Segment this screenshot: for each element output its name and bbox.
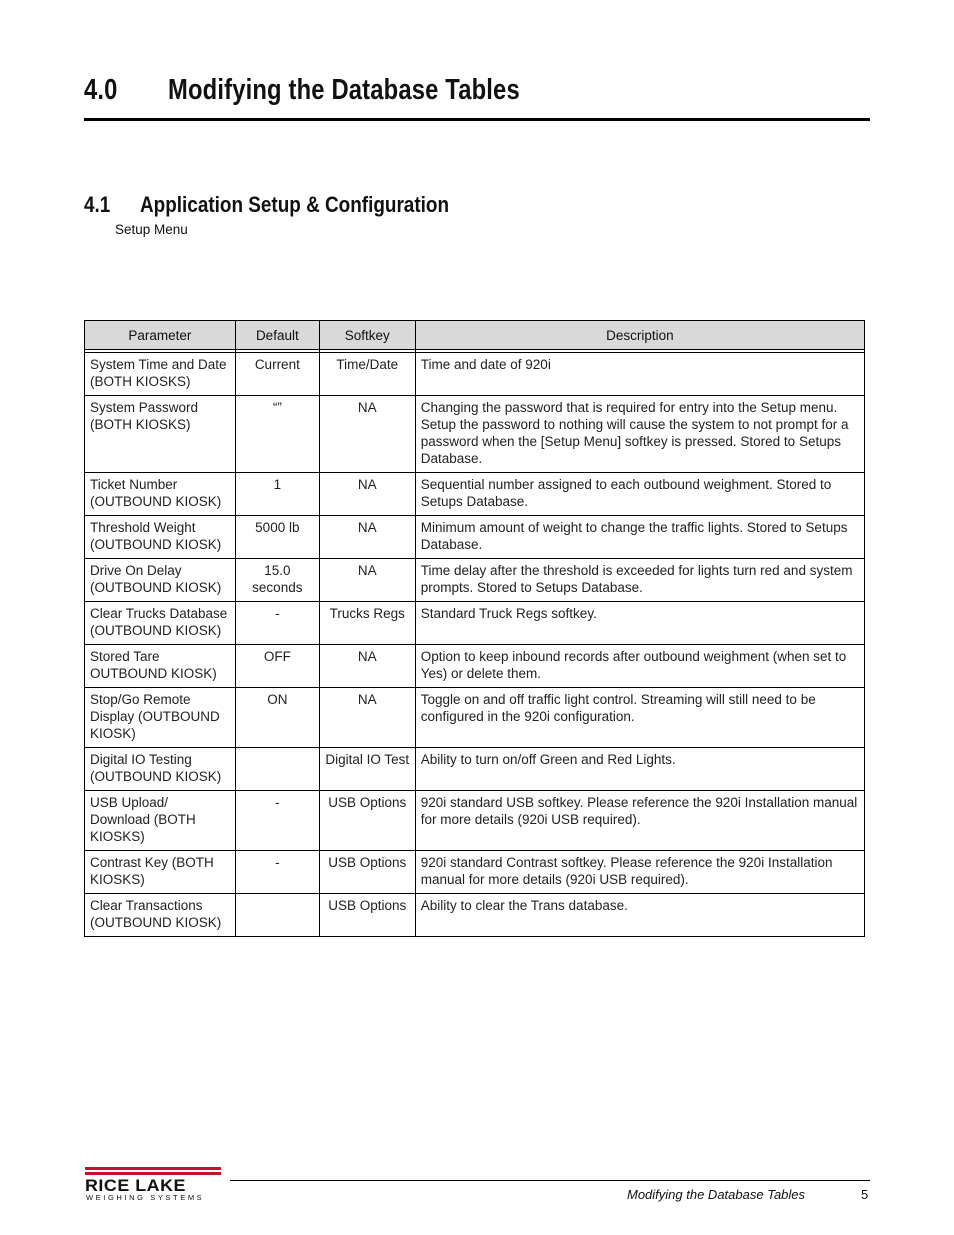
- logo-stripe: [85, 1167, 221, 1170]
- softkey-cell: NA: [319, 559, 415, 602]
- parameter-cell: Clear Trucks Database (OUTBOUND KIOSK): [85, 602, 236, 645]
- default-cell: [235, 748, 319, 791]
- softkey-cell: Time/Date: [319, 353, 415, 396]
- table-caption: Setup Menu: [115, 222, 188, 237]
- table-row: [85, 894, 865, 937]
- default-cell: -: [235, 851, 319, 894]
- header-description: Description: [415, 321, 864, 350]
- softkey-cell: NA: [319, 645, 415, 688]
- softkey-cell: Trucks Regs: [319, 602, 415, 645]
- softkey-cell: Digital IO Test: [319, 748, 415, 791]
- table-row: [85, 602, 865, 645]
- parameter-cell: System Time and Date (BOTH KIOSKS): [85, 353, 236, 396]
- footer-rule: [230, 1180, 870, 1181]
- description-cell: Option to keep inbound records after outbound weighment (when set to Yes) or delete them.: [415, 645, 864, 688]
- rice-lake-logo: [85, 1167, 225, 1201]
- parameter-cell: Stored Tare OUTBOUND KIOSK): [85, 645, 236, 688]
- chapter-heading: [84, 74, 870, 121]
- default-cell: ON: [235, 688, 319, 748]
- table-row: [85, 748, 865, 791]
- section-title: Application Setup & Configuration: [140, 192, 450, 217]
- table-row: [85, 473, 865, 516]
- default-cell: -: [235, 602, 319, 645]
- table-row: [85, 396, 865, 473]
- softkey-cell: USB Options: [319, 851, 415, 894]
- description-cell: Ability to turn on/off Green and Red Lights.: [415, 748, 864, 791]
- table-row: [85, 559, 865, 602]
- page-number: 5: [861, 1187, 869, 1202]
- parameter-cell: System Password (BOTH KIOSKS): [85, 396, 236, 473]
- table-row: [85, 645, 865, 688]
- softkey-cell: NA: [319, 688, 415, 748]
- default-cell: -: [235, 791, 319, 851]
- parameter-cell: USB Upload/ Download (BOTH KIOSKS): [85, 791, 236, 851]
- default-cell: 1: [235, 473, 319, 516]
- table-row: [85, 516, 865, 559]
- table-header-row: [85, 321, 865, 350]
- parameter-cell: Drive On Delay (OUTBOUND KIOSK): [85, 559, 236, 602]
- description-cell: Changing the password that is required for entry into the Setup menu. Setup the password to nothing will cause the system to not prompt for a password when the [Setup Menu] softkey is pressed. Stored to Setups Database.: [415, 396, 864, 473]
- header-default: Default: [235, 321, 319, 350]
- description-cell: Ability to clear the Trans database.: [415, 894, 864, 937]
- softkey-cell: NA: [319, 516, 415, 559]
- table-row: [85, 851, 865, 894]
- chapter-title: Modifying the Database Tables: [168, 74, 520, 106]
- default-cell: 5000 lb: [235, 516, 319, 559]
- softkey-cell: NA: [319, 473, 415, 516]
- footer-title: Modifying the Database Tables: [627, 1187, 806, 1202]
- description-cell: 920i standard Contrast softkey. Please reference the 920i Installation manual for more details (920i USB required).: [415, 851, 864, 894]
- parameter-cell: Threshold Weight (OUTBOUND KIOSK): [85, 516, 236, 559]
- header-parameter: Parameter: [85, 321, 236, 350]
- default-cell: Current: [235, 353, 319, 396]
- description-cell: Time and date of 920i: [415, 353, 864, 396]
- parameter-cell: Clear Transactions (OUTBOUND KIOSK): [85, 894, 236, 937]
- table-row: [85, 353, 865, 396]
- table-body: [85, 350, 865, 937]
- softkey-cell: USB Options: [319, 791, 415, 851]
- description-cell: 920i standard USB softkey. Please reference the 920i Installation manual for more details (920i USB required).: [415, 791, 864, 851]
- default-cell: OFF: [235, 645, 319, 688]
- parameter-cell: Stop/Go Remote Display (OUTBOUND KIOSK): [85, 688, 236, 748]
- description-cell: Toggle on and off traffic light control. Streaming will still need to be configured in the 920i configuration.: [415, 688, 864, 748]
- parameter-cell: Digital IO Testing (OUTBOUND KIOSK): [85, 748, 236, 791]
- table-row: [85, 688, 865, 748]
- parameter-cell: Contrast Key (BOTH KIOSKS): [85, 851, 236, 894]
- section-number: 4.1: [84, 192, 111, 217]
- description-cell: Time delay after the threshold is exceeded for lights turn red and system prompts. Stored to Setups Database.: [415, 559, 864, 602]
- chapter-number: 4.0: [84, 74, 118, 106]
- parameter-cell: Ticket Number (OUTBOUND KIOSK): [85, 473, 236, 516]
- description-cell: Sequential number assigned to each outbound weighment. Stored to Setups Database.: [415, 473, 864, 516]
- header-softkey: Softkey: [319, 321, 415, 350]
- default-cell: [235, 894, 319, 937]
- softkey-cell: NA: [319, 396, 415, 473]
- logo-sub-text: WEIGHING SYSTEMS: [86, 1193, 205, 1202]
- description-cell: Standard Truck Regs softkey.: [415, 602, 864, 645]
- default-cell: 15.0 seconds: [235, 559, 319, 602]
- setup-parameters-table: [84, 320, 865, 937]
- logo-stripe: [85, 1172, 221, 1175]
- table-row: [85, 791, 865, 851]
- description-cell: Minimum amount of weight to change the traffic lights. Stored to Setups Database.: [415, 516, 864, 559]
- default-cell: “”: [235, 396, 319, 473]
- softkey-cell: USB Options: [319, 894, 415, 937]
- logo-main-text: RICE LAKE: [85, 1176, 186, 1195]
